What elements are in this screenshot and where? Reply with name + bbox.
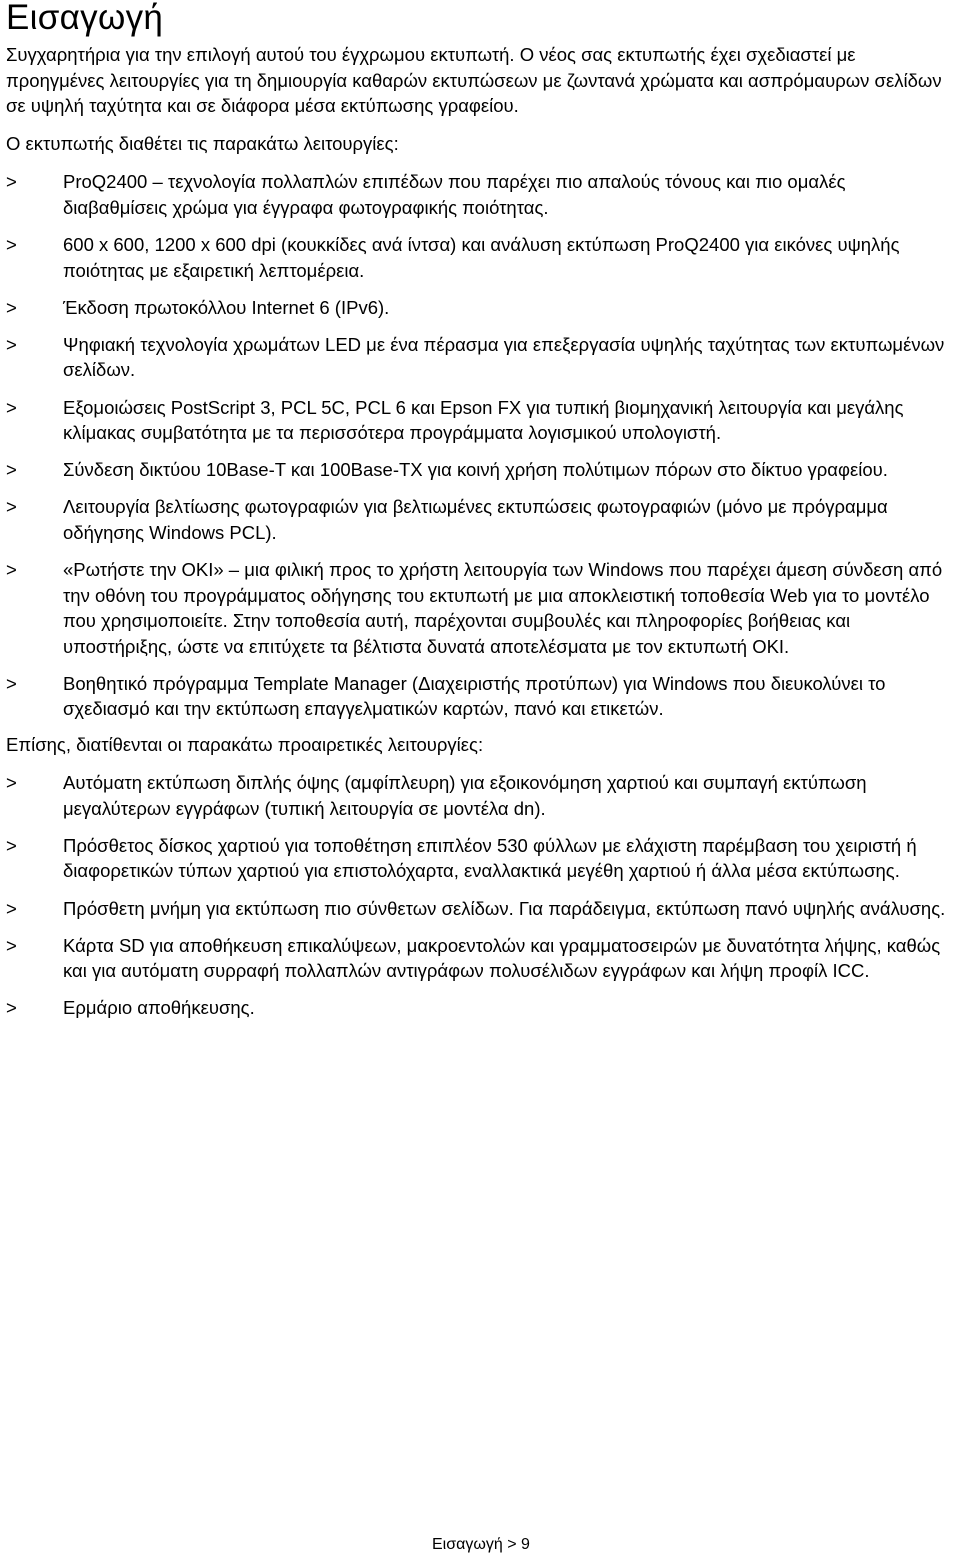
- bullet-marker: >: [6, 496, 17, 518]
- list-item: [6, 169, 954, 220]
- optional-list: [6, 770, 954, 1021]
- list-item-text: Εξομοιώσεις PostScript 3, PCL 5C, PCL 6 και Epson FX για τυπική βιομηχανική λειτουργία και μεγάλης κλίμακας συμβατότητα με τα περισσότερα προγράμματα λογισμικού υπολογιστή.: [63, 396, 904, 444]
- bullet-marker: >: [6, 333, 17, 355]
- bullet-marker: >: [6, 171, 17, 193]
- list-item-text: ProQ2400 – τεχνολογία πολλαπλών επιπέδων που παρέχει πιο απαλούς τόνους και πιο ομαλές διαβαθμίσεις χρώμα για έγγραφα φωτογραφικής ποιότητας.: [63, 171, 846, 218]
- list-item-text: Σύνδεση δικτύου 10Base-T και 100Base-TX για κοινή χρήση πολύτιμων πόρων στο δίκτυο γραφείου.: [63, 459, 888, 481]
- features-list: [6, 169, 954, 722]
- bullet-marker: >: [6, 396, 17, 418]
- list-item-text: Λειτουργία βελτίωσης φωτογραφιών για βελτιωμένες εκτυπώσεις φωτογραφιών (μόνο με πρόγραμμα οδήγησης Windows PCL).: [63, 496, 888, 543]
- list-item: [6, 232, 954, 283]
- list-item: [6, 332, 954, 383]
- bullet-marker: >: [6, 672, 17, 694]
- bullet-marker: >: [6, 459, 17, 481]
- list-item-text: Πρόσθετος δίσκος χαρτιού για τοποθέτηση επιπλέον 530 φύλλων με ελάχιστη παρέμβαση του χειριστή ή διαφορετικών τύπων χαρτιού για επιστολόχαρτα, εναλλακτικά μεγέθη χαρτιού ή άλλα μέσα εκτύπωσης.: [63, 834, 917, 882]
- optional-heading: Επίσης, διατίθενται οι παρακάτω προαιρετικές λειτουργίες:: [6, 733, 484, 755]
- features-heading: Ο εκτυπωτής διαθέτει τις παρακάτω λειτουργίες:: [6, 132, 399, 154]
- bullet-marker: >: [6, 934, 17, 956]
- list-item: [6, 933, 954, 984]
- page-content: [6, 42, 954, 1032]
- bullet-marker: >: [6, 834, 17, 856]
- list-item-text: Αυτόματη εκτύπωση διπλής όψης (αμφίπλευρη) για εξοικονόμηση χαρτιού και συμπαγή εκτύπωση μεγαλύτερων εγγράφων (τυπική λειτουργία σε μοντέλα dn).: [63, 772, 867, 819]
- list-item-text: 600 x 600, 1200 x 600 dpi (κουκκίδες ανά ίντσα) και ανάλυση εκτύπωση ProQ2400 για εικόνες υψηλής ποιότητας με εξαιρετική λεπτομέρεια.: [63, 234, 900, 281]
- bullet-marker: >: [6, 897, 17, 919]
- list-item-text: Ερμάριο αποθήκευσης.: [63, 997, 255, 1019]
- bullet-marker: >: [6, 234, 17, 256]
- list-item: [6, 896, 954, 922]
- list-item-text: «Ρωτήστε την OKI» – μια φιλική προς το χρήστη λειτουργία των Windows που παρέχει άμεση σύνδεση από την οθόνη του προγράμματος οδήγησης του εκτυπωτή με μια αποκλειστική τοποθεσία Web για το μοντέλο που χρησιμοποιείτε. Στην τοποθεσία αυτή, παρέχονται συμβουλές και πληροφορίες βοήθειας και υποστήριξης, ώστε να επιτύχετε τα βέλτιστα δυνατά αποτελέσματα με τον εκτυπωτή OKI.: [63, 559, 943, 657]
- bullet-marker: >: [6, 296, 17, 318]
- bullet-marker: >: [6, 997, 17, 1019]
- list-item: [6, 494, 954, 545]
- page-footer: Εισαγωγή > 9: [432, 1536, 530, 1553]
- bullet-marker: >: [6, 559, 17, 580]
- list-item: [6, 995, 954, 1021]
- list-item-text: Πρόσθετη μνήμη για εκτύπωση πιο σύνθετων σελίδων. Για παράδειγμα, εκτύπωση πανό υψηλής ανάλυσης.: [63, 897, 946, 919]
- list-item: [6, 833, 954, 884]
- list-item-text: Ψηφιακή τεχνολογία χρωμάτων LED με ένα πέρασμα για επεξεργασία υψηλής ταχύτητας των εκτυπωμένων σελίδων.: [63, 333, 945, 381]
- intro-paragraph: Συγχαρητήρια για την επιλογή αυτού του έγχρωμου εκτυπωτή. Ο νέος σας εκτυπωτής έχει σχεδιαστεί με προηγμένες λειτουργίες για τη δημιουργία καθαρών εκτυπώσεων με ζωντανά χρώματα και ασπρόμαυρων σελίδων σε υψηλή ταχύτητα και σε διάφορα μέσα εκτύπωσης γραφείου.: [6, 44, 942, 117]
- page-title: Εισαγωγή: [6, 0, 164, 37]
- list-item: [6, 295, 954, 321]
- list-item: [6, 395, 954, 446]
- list-item: [6, 671, 954, 722]
- bullet-marker: >: [6, 772, 17, 794]
- list-item-text: Έκδοση πρωτοκόλλου Internet 6 (IPv6).: [63, 296, 390, 318]
- list-item: [6, 557, 954, 659]
- list-item: [6, 770, 954, 821]
- list-item-text: Κάρτα SD για αποθήκευση επικαλύψεων, μακροεντολών και γραμματοσειρών με δυνατότητα λήψης, καθώς και για αυτόματη συρραφή πολλαπλών αντιγράφων πολυσέλιδων εγγράφων και λήψη προφίλ ICC.: [63, 934, 941, 982]
- list-item-text: Βοηθητικό πρόγραμμα Template Manager (Διαχειριστής προτύπων) για Windows που διευκολύνει το σχεδιασμό και την εκτύπωση επαγγελματικών καρτών, πανό και ετικετών.: [63, 672, 886, 720]
- list-item: [6, 457, 954, 483]
